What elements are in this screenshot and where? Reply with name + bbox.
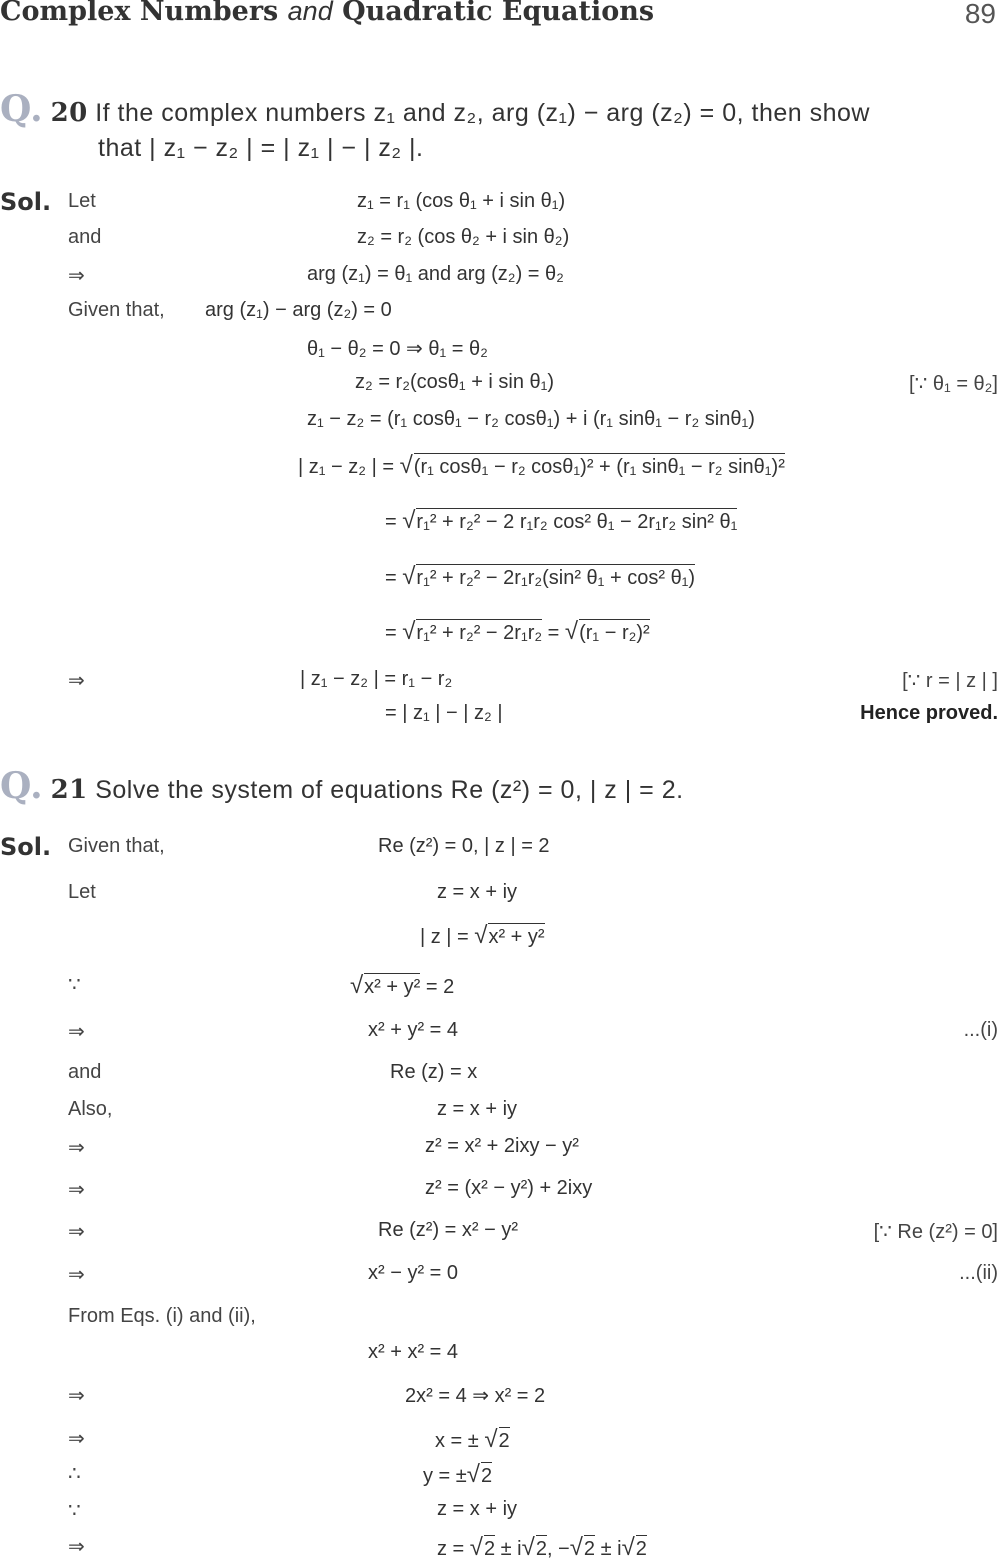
math-expression — [307, 408, 755, 431]
question-20-line2: that | z₁ − z₂ | = | z₁ | − | z₂ |. — [98, 134, 424, 162]
math-expression — [437, 1498, 517, 1521]
step-label: and — [68, 226, 102, 248]
sqrt-sign: √ — [469, 1534, 483, 1561]
math-expression — [385, 507, 737, 535]
step-label: Let — [68, 881, 96, 903]
title-part: and — [287, 0, 333, 26]
step-label: Also, — [68, 1098, 113, 1120]
expr-text: arg (z₁) − arg (z₂) = 0 — [205, 299, 392, 321]
step-label: and — [68, 1061, 102, 1083]
step-label: ∵ — [68, 974, 81, 996]
expr-text: x = ± — [435, 1430, 485, 1452]
solution-label: Sol. — [0, 833, 52, 861]
math-expression — [368, 1019, 458, 1042]
step-label: ∵ — [68, 1500, 81, 1522]
math-expression — [385, 563, 695, 591]
math-expression — [378, 1219, 518, 1242]
step-annotation: [∵ r = | z | ] — [902, 670, 998, 692]
radicand: x² + y² — [364, 973, 420, 998]
step-label: ⇒ — [68, 1385, 85, 1407]
expr-text: z = x + iy — [437, 1098, 518, 1120]
expr-text: y = ± — [423, 1465, 467, 1487]
expr-text: ± i — [595, 1538, 622, 1560]
expr-text: arg (z₁) = θ₁ and arg (z₂) = θ₂ — [307, 263, 564, 285]
math-expression — [368, 1262, 458, 1285]
step-label: ⇒ — [68, 670, 85, 692]
sqrt-sign: √ — [402, 563, 416, 590]
sqrt-sign: √ — [474, 922, 488, 949]
expr-text: z² = (x² − y²) + 2ixy — [425, 1177, 593, 1199]
expr-text: = — [385, 567, 403, 589]
expr-text: | z₁ − z₂ | = — [298, 456, 400, 478]
expr-text: x² − y² = 0 — [368, 1262, 459, 1284]
math-expression — [355, 371, 554, 394]
math-expression — [307, 336, 488, 361]
math-expression — [420, 922, 545, 950]
sqrt-sign: √ — [350, 972, 364, 999]
expr-text: = — [385, 622, 403, 644]
radicand: 2 — [584, 1535, 595, 1560]
expr-text: z = x + iy — [437, 1498, 518, 1520]
question-mark: Q. — [0, 88, 44, 130]
expr-text: = | z₁ | − | z₂ | — [385, 702, 503, 724]
sqrt-sign: √ — [621, 1534, 635, 1561]
question-number: 21 — [50, 775, 88, 805]
step-label: Let — [68, 190, 96, 212]
title-part: Complex Numbers — [0, 0, 279, 27]
radicand: 2 — [481, 1462, 492, 1487]
math-expression — [437, 881, 517, 904]
math-expression — [437, 1534, 647, 1562]
expr-text: z₁ − z₂ = (r₁ cosθ₁ − r₂ cosθ₁) + i (r₁ sinθ₁ − r₂ sinθ₁) — [307, 408, 755, 430]
expr-text: = 2 — [420, 976, 455, 998]
sqrt-sign: √ — [399, 452, 413, 479]
radicand: 2 — [536, 1535, 547, 1560]
math-expression — [385, 618, 650, 646]
radicand: 2 — [499, 1427, 510, 1452]
expr-text: θ₁ − θ₂ = 0 ⇒ θ₁ = θ₂ — [307, 338, 488, 360]
expr-text: Re (z) = x — [390, 1061, 478, 1083]
step-label: From Eqs. (i) and (ii), — [68, 1305, 256, 1327]
math-expression — [385, 702, 503, 725]
expr-text: z = x + iy — [437, 881, 518, 903]
step-label: Given that, — [68, 299, 165, 321]
radicand: (r₁ − r₂)² — [579, 619, 650, 644]
math-expression — [435, 1426, 510, 1454]
expr-text: x² + y² = 4 — [368, 1019, 459, 1041]
expr-text: = — [542, 622, 565, 644]
step-annotation: ...(ii) — [959, 1262, 998, 1284]
step-label: ⇒ — [68, 1221, 85, 1243]
expr-text: Re (z²) = x² − y² — [378, 1219, 519, 1241]
expr-text: z₁ = r₁ (cos θ₁ + i sin θ₁) — [357, 190, 566, 212]
expr-text: 2x² = 4 ⇒ x² = 2 — [405, 1385, 546, 1407]
solution-label: Sol. — [0, 188, 52, 216]
sqrt-sign: √ — [402, 618, 416, 645]
sqrt-sign: √ — [484, 1426, 498, 1453]
question-mark: Q. — [0, 765, 44, 807]
radicand: r₁² + r₂² − 2r₁r₂(sin² θ₁ + cos² θ₁) — [416, 564, 695, 589]
math-expression — [425, 1135, 579, 1158]
step-label: ⇒ — [68, 1021, 85, 1043]
expr-text: Re (z²) = 0, | z | = 2 — [378, 835, 550, 857]
expr-text: = — [385, 511, 403, 533]
step-annotation: [∵ Re (z²) = 0] — [873, 1221, 998, 1243]
expr-text: , − — [546, 1538, 570, 1560]
page-number: 89 — [964, 0, 996, 29]
step-label: ⇒ — [68, 1179, 85, 1201]
math-expression — [357, 190, 565, 213]
math-expression — [298, 452, 785, 480]
step-annotation: ...(i) — [963, 1019, 998, 1041]
math-expression — [368, 1341, 458, 1364]
math-expression — [357, 226, 569, 249]
question-21 — [0, 765, 684, 807]
math-expression — [205, 299, 392, 322]
step-label: ⇒ — [68, 1428, 85, 1450]
step-label: ⇒ — [68, 265, 85, 287]
expr-text: | z | = — [420, 926, 475, 948]
sqrt-sign: √ — [521, 1534, 535, 1561]
expr-text: | z₁ − z₂ | = r₁ − r₂ — [300, 668, 453, 690]
expr-text: ± i — [495, 1538, 522, 1560]
expr-text: z = — [437, 1538, 470, 1560]
math-expression — [390, 1061, 477, 1084]
math-expression — [425, 1177, 592, 1200]
sqrt-sign: √ — [564, 618, 579, 645]
math-expression — [378, 835, 550, 858]
expr-text: z² = x² + 2ixy − y² — [425, 1135, 579, 1157]
step-label: ⇒ — [68, 1264, 85, 1286]
step-annotation: [∵ θ₁ = θ₂] — [909, 373, 998, 395]
title-part: Quadratic Equations — [342, 0, 655, 27]
math-expression — [405, 1383, 545, 1408]
math-expression — [350, 972, 454, 1000]
math-expression — [423, 1461, 492, 1489]
question-number: 20 — [50, 98, 88, 128]
sqrt-sign: √ — [569, 1534, 583, 1561]
radicand: x² + y² — [488, 923, 544, 948]
question-text: Solve the system of equations Re (z²) = 0, | z | = 2. — [95, 776, 684, 804]
question-text: If the complex numbers z₁ and z₂, arg (z₁) − arg (z₂) = 0, then show — [95, 99, 870, 127]
radicand: 2 — [636, 1535, 647, 1560]
conclusion-text: Hence proved. — [860, 702, 998, 724]
radicand: r₁² + r₂² − 2 r₁r₂ cos² θ₁ − 2r₁r₂ sin² θ₁ — [416, 508, 737, 533]
sqrt-sign: √ — [402, 507, 416, 534]
step-label: ⇒ — [68, 1137, 85, 1159]
question-20 — [0, 88, 870, 130]
step-label: ∴ — [68, 1463, 81, 1485]
math-expression — [300, 668, 452, 691]
radicand: (r₁ cosθ₁ − r₂ cosθ₁)² + (r₁ sinθ₁ − r₂ sinθ₁)² — [414, 453, 785, 478]
radicand: r₁² + r₂² − 2r₁r₂ — [416, 619, 542, 644]
math-expression — [307, 263, 564, 286]
expr-text: z₂ = r₂(cosθ₁ + i sin θ₁) — [355, 371, 555, 393]
step-label: Given that, — [68, 835, 165, 857]
step-label: ⇒ — [68, 1536, 85, 1558]
chapter-title — [0, 0, 654, 27]
radicand: 2 — [484, 1535, 495, 1560]
expr-text: z₂ = r₂ (cos θ₂ + i sin θ₂) — [357, 226, 570, 248]
math-expression — [437, 1098, 517, 1121]
expr-text: x² + x² = 4 — [368, 1341, 459, 1363]
sqrt-sign: √ — [466, 1461, 480, 1488]
